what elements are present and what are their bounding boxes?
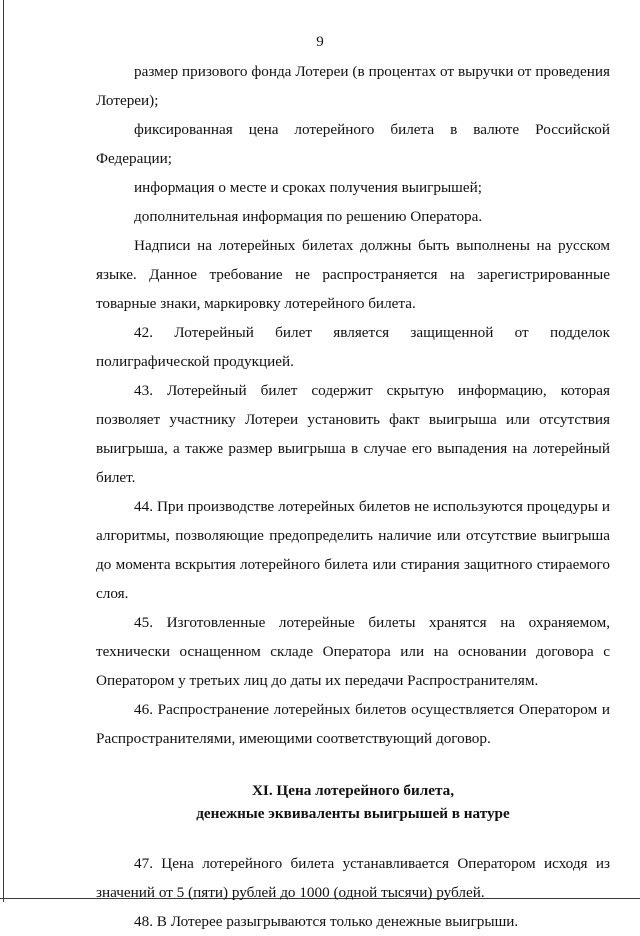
section-heading-line-1: XI. Цена лотерейного билета,: [251, 782, 455, 799]
paragraph-48: 48. В Лотерее разыгрываются только денежные выигрыши.: [134, 913, 519, 930]
section-heading-line-2: денежные эквиваленты выигрышей в натуре: [196, 805, 510, 822]
paragraph-42: 42. Лотерейный билет является защищенной от подделок полиграфической продукцией.: [96, 324, 610, 370]
paragraph-47: 47. Цена лотерейного билета устанавливается Оператором исходя из значений от 5 (пяти) рублей до 1000 (одной тысячи) рублей.: [96, 855, 610, 901]
paragraph-prize-fund: размер призового фонда Лотереи (в процентах от выручки от проведения Лотереи);: [96, 63, 610, 109]
paragraph-46: 46. Распространение лотерейных билетов осуществляется Оператором и Распространителями, имеющими соответствующий договор.: [96, 701, 610, 747]
paragraph-additional-info: дополнительная информация по решению Оператора.: [134, 208, 483, 225]
paragraph-winnings-info: информация о месте и сроках получения выигрышей;: [134, 179, 482, 196]
section-heading: [96, 779, 610, 825]
paragraph-44: 44. При производстве лотерейных билетов не используются процедуры и алгоритмы, позволяющие предопределить наличие или отсутствие выигрыша до момента вскрытия лотерейного билета или стирания защитного стираемого слоя.: [96, 498, 610, 602]
page-number: 9: [316, 34, 324, 50]
scan-edge-left: [3, 0, 4, 902]
paragraph-inscriptions: Надписи на лотерейных билетах должны быть выполнены на русском языке. Данное требование не распространяется на зарегистрированные товарные знаки, маркировку лотерейного билета.: [96, 237, 610, 312]
paragraph-43: 43. Лотерейный билет содержит скрытую информацию, которая позволяет участнику Лотереи установить факт выигрыша или отсутствия выигрыша, а также размер выигрыша в случае его выпадения на лотерейный билет.: [96, 382, 610, 486]
paragraph-45: 45. Изготовленные лотерейные билеты хранятся на охраняемом, технически оснащенном складе Оператора или на основании договора с Оператором у третьих лиц до даты их передачи Распространителям.: [96, 614, 610, 689]
document-body: [96, 57, 610, 936]
paragraph-fixed-price: фиксированная цена лотерейного билета в валюте Российской Федерации;: [96, 121, 610, 167]
